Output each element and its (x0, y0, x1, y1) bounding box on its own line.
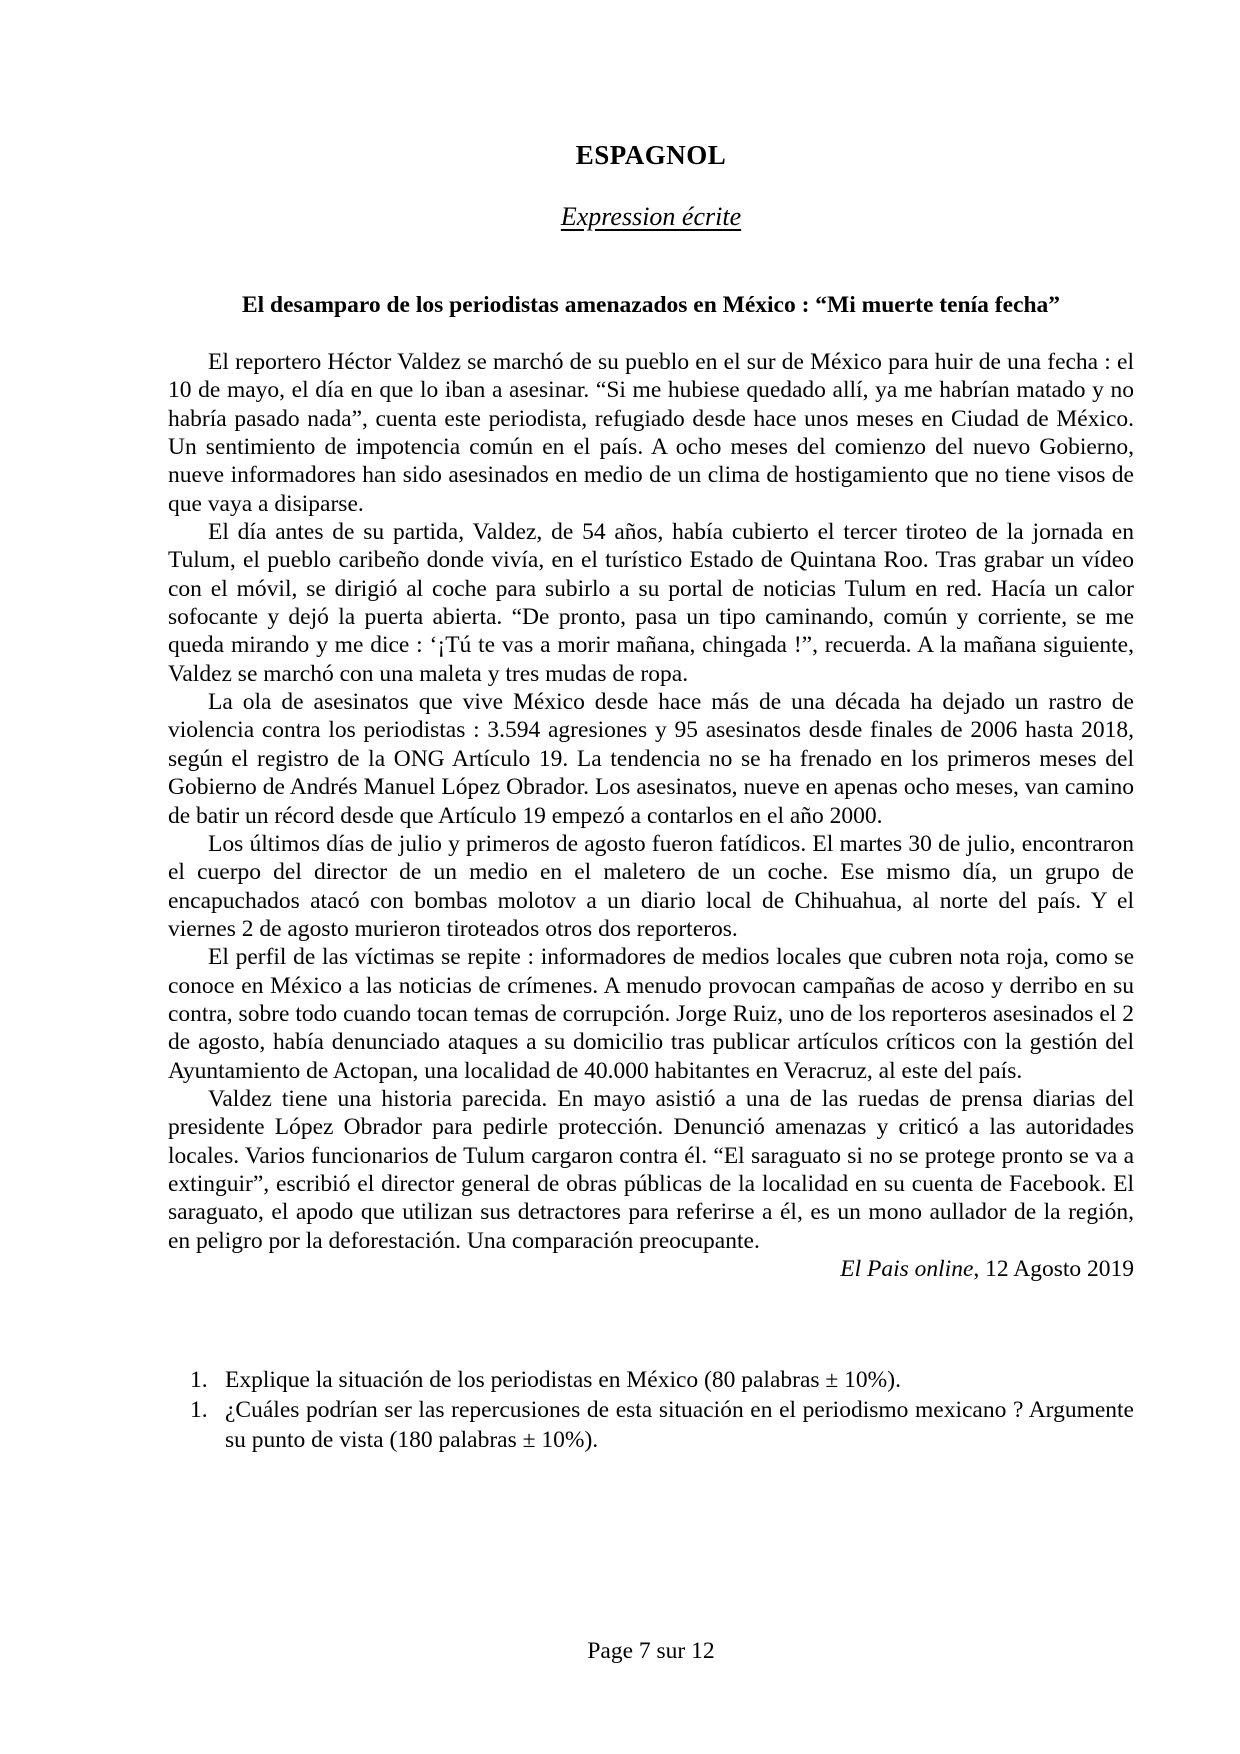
attribution-source: El Pais online (840, 1256, 974, 1282)
article-paragraph: Los últimos días de julio y primeros de agosto fueron fatídicos. El martes 30 de julio, encontraron el cuerpo del director de un medio en el maletero de un coche. Ese mismo día, un grupo de encapuchados atacó con bombas molotov a un diario local de Chihuahua, al norte del país. Y el viernes 2 de agosto murieron tiroteados otros dos reporteros. (168, 830, 1134, 942)
footer-page-number: Page 7 sur 12 (587, 1638, 715, 1664)
question-text: Explique la situación de los periodistas en México (80 palabras ± 10%). (225, 1367, 901, 1394)
section-title (168, 202, 1134, 232)
question-item (168, 1395, 1134, 1455)
attribution-date: , 12 Agosto 2019 (973, 1256, 1134, 1282)
page-content (168, 0, 1134, 1455)
questions-list (168, 1365, 1134, 1455)
question-number: 1. (190, 1367, 208, 1394)
article-paragraph: La ola de asesinatos que vive México desde hace más de una década ha dejado un rastro de violencia contra los periodistas : 3.594 agresiones y 95 asesinatos desde finales de 2006 hasta 2018, según el registro de la ONG Artículo 19. La tendencia no se ha frenado en los primeros meses del Gobierno de Andrés Manuel López Obrador. Los asesinatos, nueve en apenas ocho meses, van camino de batir un récord desde que Artículo 19 empezó a contarlos en el año 2000. (168, 689, 1134, 829)
article-attribution (168, 1255, 1134, 1283)
article-paragraph: El perfil de las víctimas se repite : informadores de medios locales que cubren nota roja, como se conoce en México a las noticias de crímenes. A menudo provocan campañas de acoso y derribo en su contra, sobre todo cuando tocan temas de corrupción. Jorge Ruiz, uno de los reporteros asesinados el 2 de agosto, había denunciado ataques a su domicilio tras publicar artículos críticos con la gestión del Ayuntamiento de Actopan, una localidad de 40.000 habitantes en Veracruz, al este del país. (168, 944, 1134, 1084)
question-item (168, 1365, 1134, 1395)
article-paragraph: El reportero Héctor Valdez se marchó de su pueblo en el sur de México para huir de una fecha : el 10 de mayo, el día en que lo iban a asesinar. “Si me hubiese quedado allí, ya me habrían matado y no habría pasado nada”, cuenta este periodista, refugiado desde hace unos meses en Ciudad de México. Un sentimiento de impotencia común en el país. A ocho meses del comienzo del nuevo Gobierno, nueve informadores han sido asesinados en medio de un clima de hostigamiento que no tiene visos de que vaya a disiparse. (168, 349, 1134, 517)
article-title: El desamparo de los periodistas amenazados en México : “Mi muerte tenía fecha” (241, 292, 1061, 318)
course-title: ESPAGNOL (575, 140, 727, 170)
section-title-text: Expression écrite (560, 202, 742, 231)
question-number: 1. (190, 1397, 208, 1424)
article-paragraph: Valdez tiene una historia parecida. En mayo asistió a una de las ruedas de prensa diarias del presidente López Obrador para pedirle protección. Denunció amenazas y criticó a las autoridades locales. Varios funcionarios de Tulum cargaron contra él. “El saraguato si no se protege pronto se va a extinguir”, escribió el director general de obras públicas de la localidad en su cuenta de Facebook. El saraguato, el apodo que utilizan sus detractores para referirse a él, es un mono aullador de la región, en peligro por la deforestación. Una comparación preocupante. (168, 1085, 1134, 1254)
question-text: ¿Cuáles podrían ser las repercusiones de esta situación en el periodismo mexicano ? Argumente su punto de vista (180 palabras ± 10%). (225, 1397, 1134, 1454)
article-body (168, 348, 1134, 1255)
article-paragraph: El día antes de su partida, Valdez, de 54 años, había cubierto el tercer tiroteo de la jornada en Tulum, el pueblo caribeño donde vivía, en el turístico Estado de Quintana Roo. Tras grabar un vídeo con el móvil, se dirigió al coche para subirlo a su portal de noticias Tulum en red. Hacía un calor sofocante y dejó la puerta abierta. “De pronto, pasa un tipo caminando, común y corriente, se me queda mirando y me dice : ‘¡Tú te vas a morir mañana, chingada !”, recuerda. A la mañana siguiente, Valdez se marchó con una maleta y tres mudas de ropa. (168, 519, 1134, 687)
